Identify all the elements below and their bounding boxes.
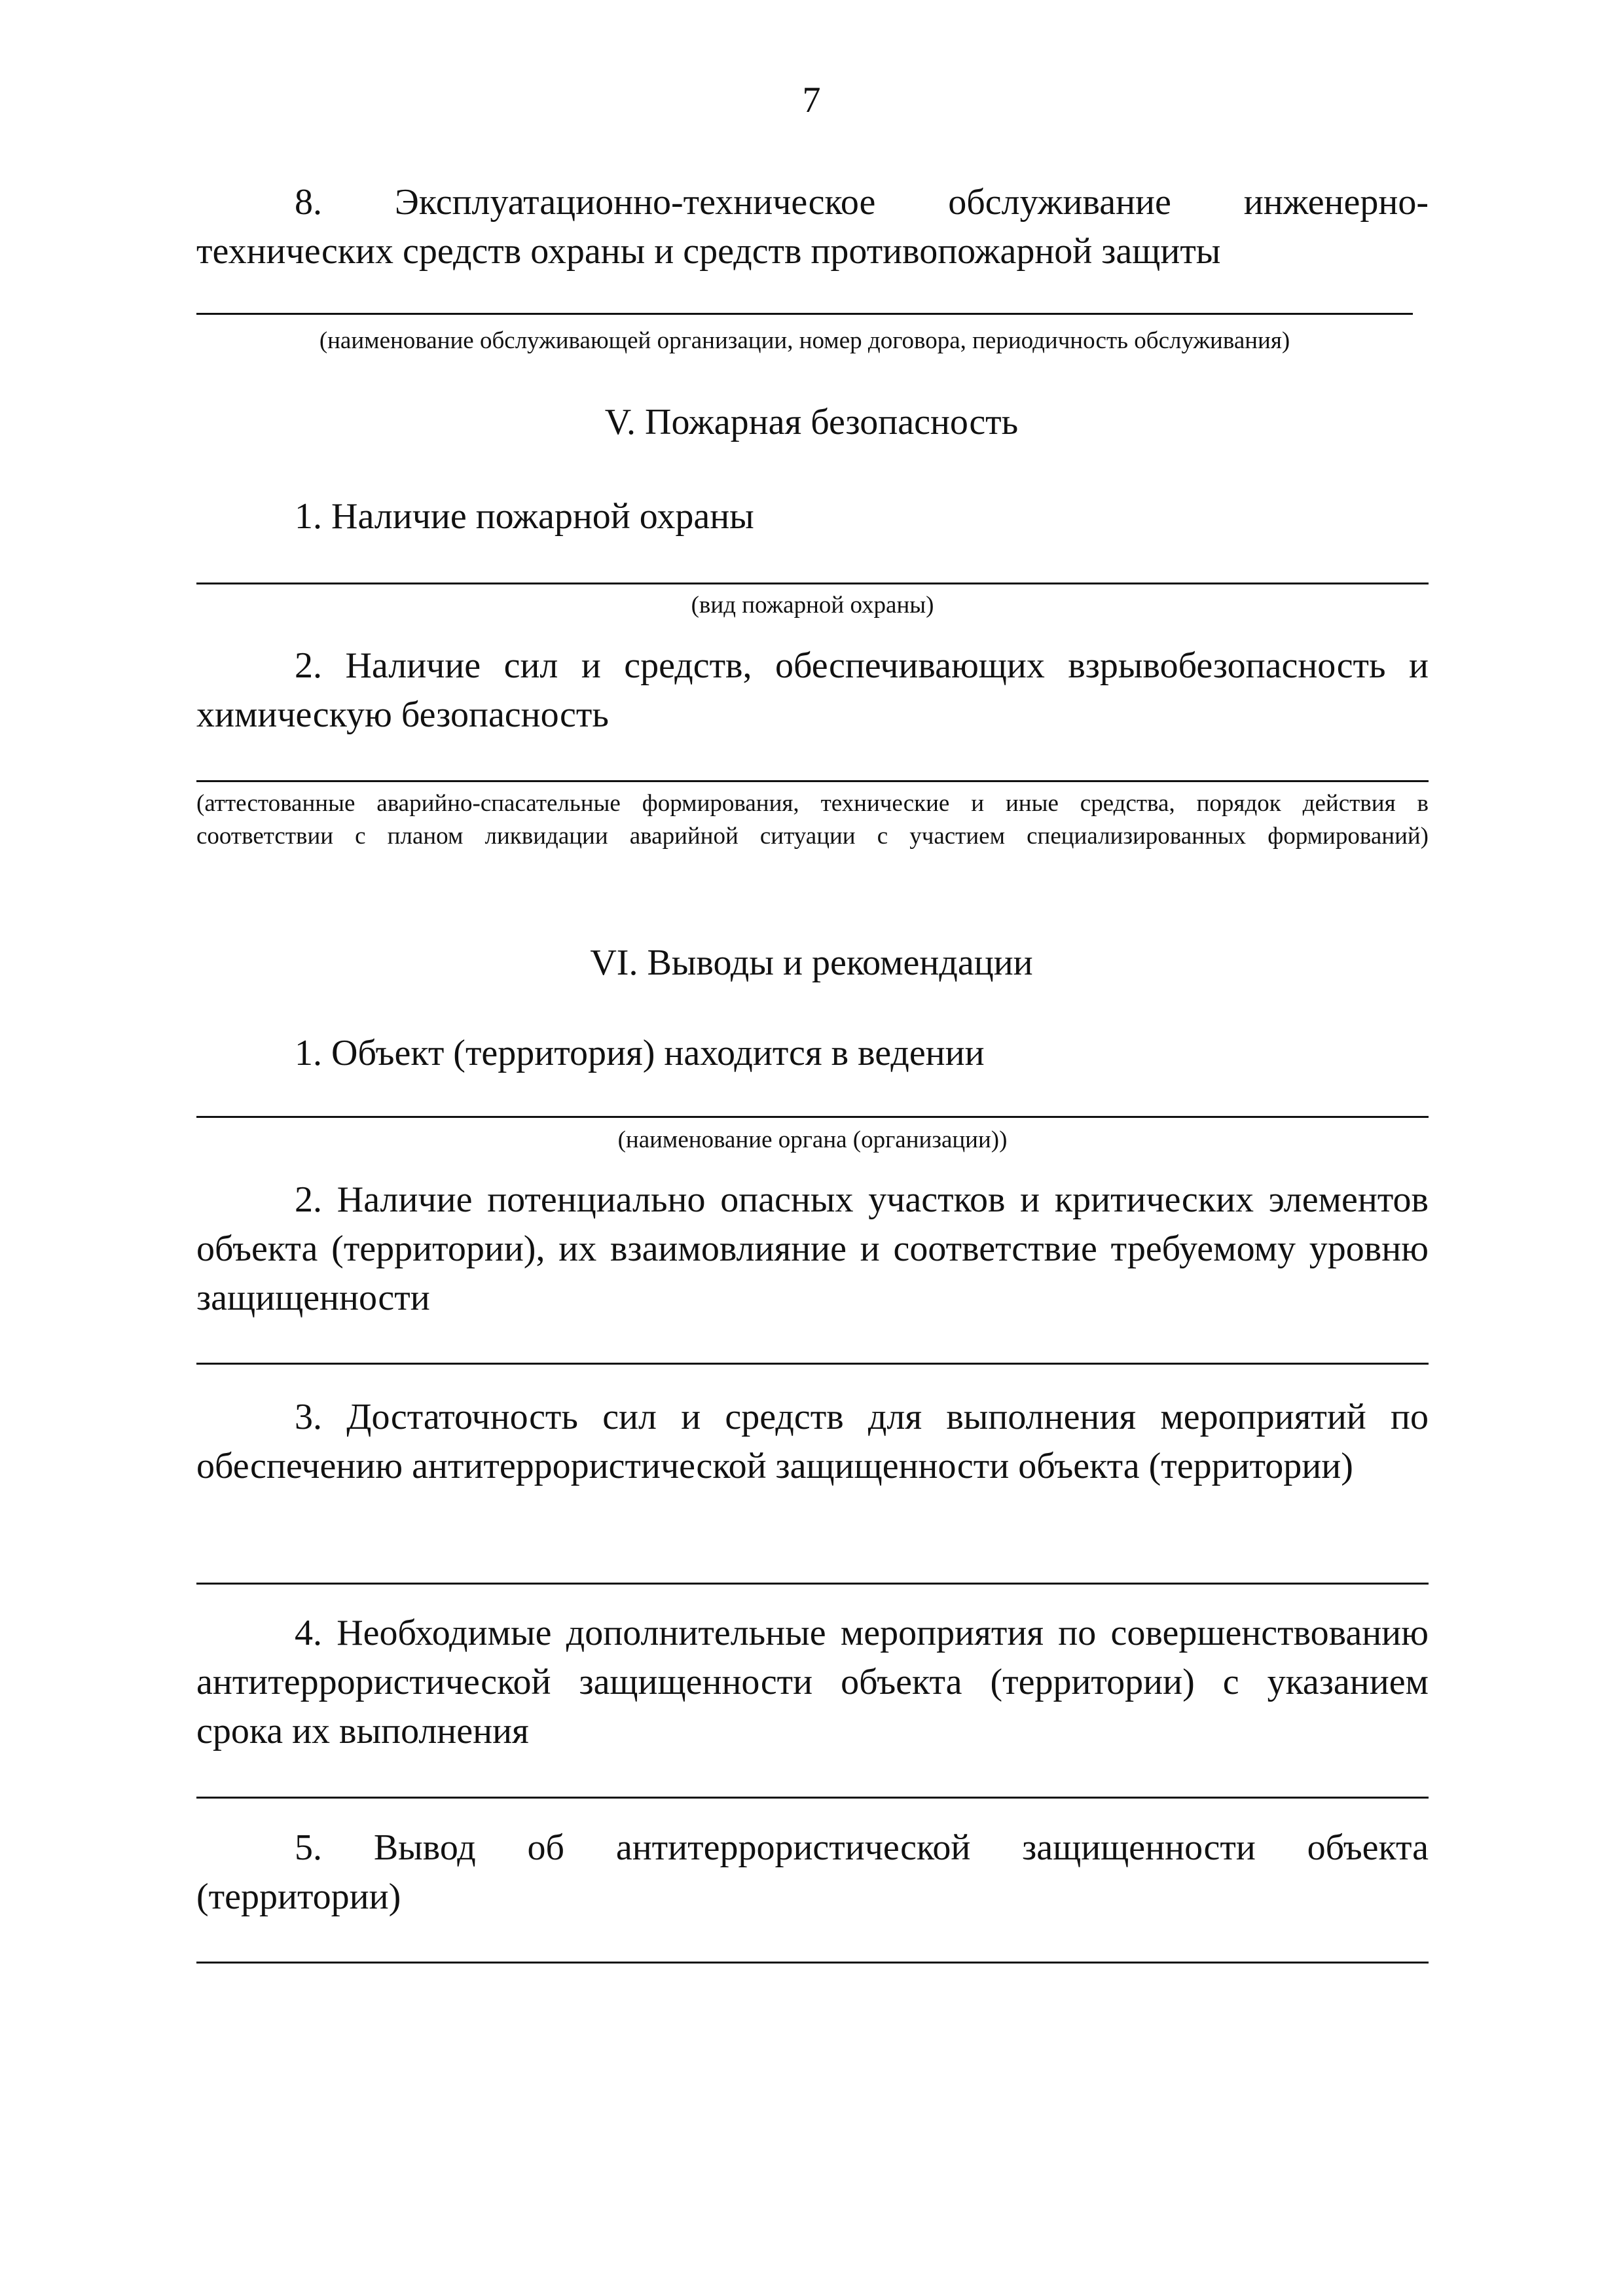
fill-line-item-6-5[interactable] <box>196 1962 1429 1964</box>
item-6-5-text: 5. Вывод об антитеррористической защищенности объекта (территории) <box>196 1827 1429 1917</box>
fill-line-item-6-2[interactable] <box>196 1363 1429 1365</box>
item-6-2-text: 2. Наличие потенциально опасных участков и критических элементов объекта (территории), их взаимовлияние и соответствие требуемому уровню защищенности <box>196 1179 1429 1318</box>
caption-item-6-1: (наименование органа (организации)) <box>617 1126 1008 1153</box>
item-6-1 <box>196 1029 1429 1078</box>
item-6-3-text: 3. Достаточность сил и средств для выполнения мероприятий по обеспечению антитеррористической защищенности объекта (территории) <box>196 1397 1429 1486</box>
fill-line-item-5-1[interactable] <box>196 583 1429 584</box>
item-6-1-text: 1. Объект (территория) находится в ведении <box>295 1033 985 1073</box>
item-6-4-text: 4. Необходимые дополнительные мероприятия по совершенствованию антитеррористической защищенности объекта (территории) с указанием срока их выполнения <box>196 1613 1429 1751</box>
caption-item-5-2-line-1: (аттестованные аварийно-спасательные формирования, технические и иные средства, порядок действия в <box>196 790 1429 817</box>
caption-item-5-2-line-2: соответствии с планом ликвидации аварийной ситуации с участием специализированных формирований) <box>196 823 1429 850</box>
item-8-text: 8. Эксплуатационно-техническое обслуживание инженерно-технических средств охраны и средств противопожарной защиты <box>196 182 1429 272</box>
item-6-3 <box>196 1393 1429 1491</box>
item-5-2-text: 2. Наличие сил и средств, обеспечивающих взрывобезопасность и химическую безопасность <box>196 645 1429 735</box>
fill-line-item-6-4[interactable] <box>196 1797 1429 1799</box>
page-number: 7 <box>802 80 821 120</box>
item-5-1 <box>196 492 1429 541</box>
fill-line-item-6-1[interactable] <box>196 1116 1429 1118</box>
item-6-2 <box>196 1175 1429 1323</box>
caption-item-5-1: (вид пожарной охраны) <box>691 592 934 619</box>
caption-item-8: (наименование обслуживающей организации, номер договора, периодичность обслуживания) <box>319 327 1290 354</box>
section-5-heading: V. Пожарная безопасность <box>604 402 1019 442</box>
fill-line-item-5-2[interactable] <box>196 780 1429 782</box>
fill-line-item-6-3[interactable] <box>196 1583 1429 1585</box>
item-8-maintenance <box>196 178 1429 276</box>
section-6-heading: VI. Выводы и рекомендации <box>590 942 1033 983</box>
item-6-5 <box>196 1823 1429 1922</box>
item-5-1-text: 1. Наличие пожарной охраны <box>295 496 754 537</box>
item-6-4 <box>196 1609 1429 1756</box>
fill-line-item-8[interactable] <box>196 313 1413 315</box>
item-5-2 <box>196 641 1429 740</box>
